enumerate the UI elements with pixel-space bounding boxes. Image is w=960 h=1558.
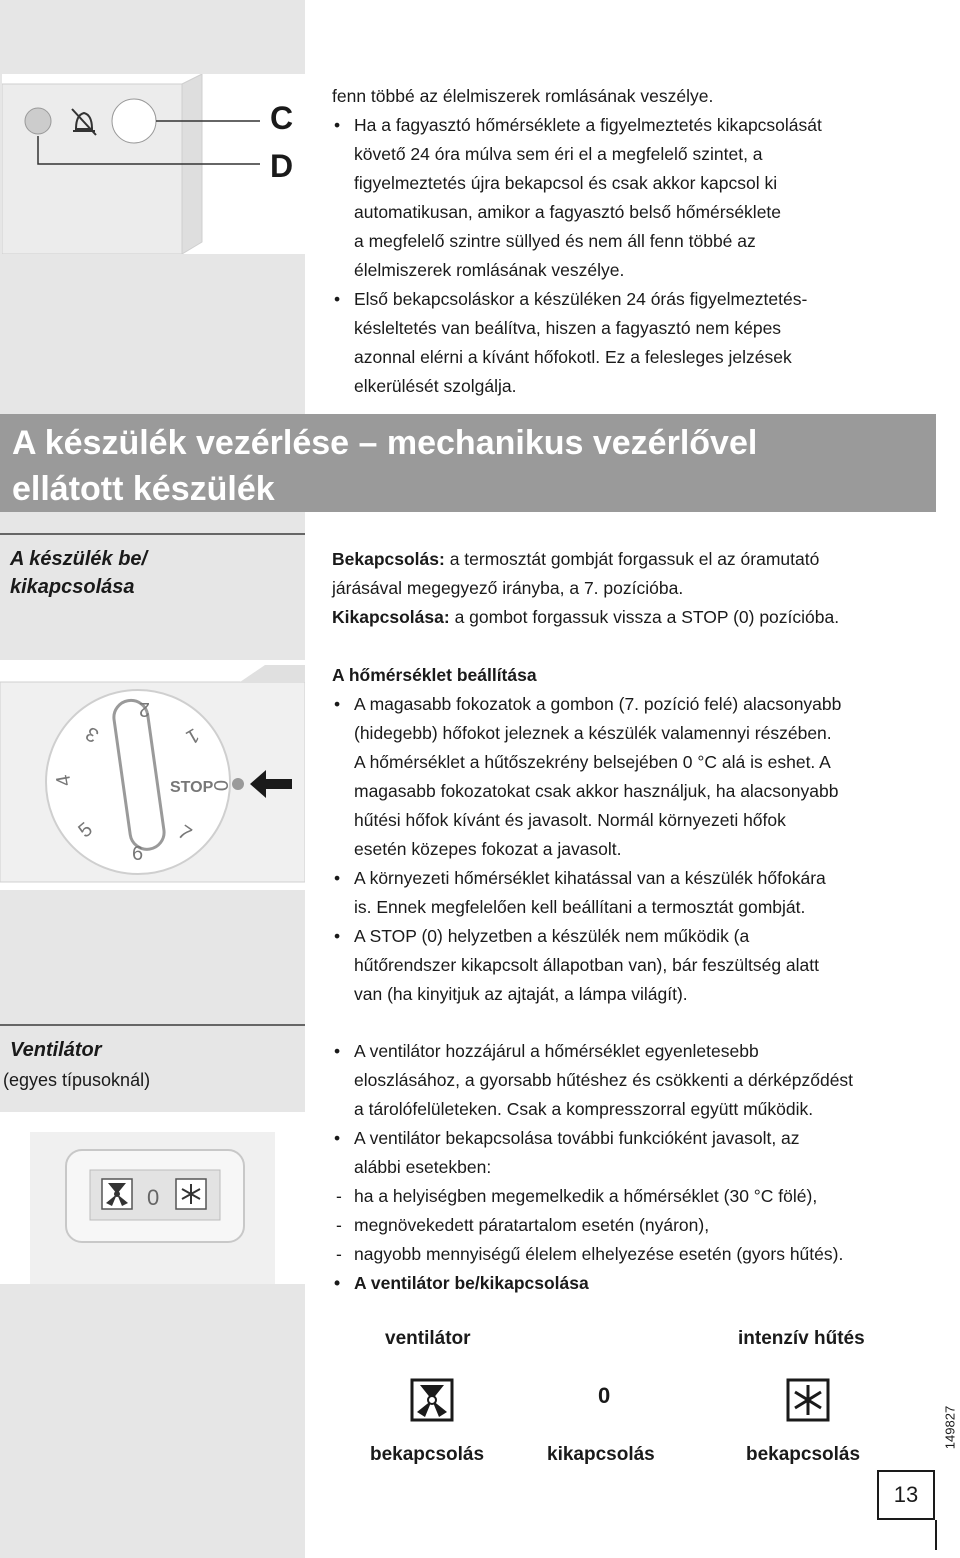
switch-zero-label: 0	[147, 1185, 160, 1210]
cd-control-panel	[2, 74, 305, 254]
thermostat-panel	[0, 660, 305, 890]
legend-zero: 0	[598, 1383, 611, 1408]
intro-text	[332, 82, 942, 401]
temperature-line: A hőmérséklet a hűtőszekrény belsejében 0 °C alá is eshet. A	[354, 752, 831, 772]
fan-switch-panel	[0, 1112, 305, 1284]
intro-line: figyelmeztetés újra bekapcsol és csak akkor kapcsol ki	[354, 173, 778, 193]
page-number-box	[877, 1470, 935, 1520]
fan-switch-drawing	[0, 1112, 305, 1284]
section-title-line-2: ellátott készülék	[12, 470, 275, 508]
legend-cool-state: bekapcsolás	[746, 1444, 861, 1465]
temperature-text	[332, 661, 942, 1009]
onoff-side-title	[10, 545, 147, 601]
dial-number-3: 3	[82, 721, 103, 747]
snowflake-icon	[176, 1179, 206, 1209]
ventilator-text	[332, 1037, 942, 1298]
ventilator-line: • A ventilátor bekapcsolása további funkcióként javasolt, az	[332, 1124, 942, 1153]
sidebar-rule-ventilator	[0, 1024, 305, 1026]
dial-number-6: 6	[132, 843, 144, 865]
temperature-line: • A STOP (0) helyzetben a készülék nem működik (a	[332, 922, 942, 951]
label-c: C	[270, 100, 294, 136]
temperature-line: esetén közepes fokozat a javasolt.	[354, 839, 622, 859]
on-label: Bekapcsolás:	[332, 549, 445, 569]
dial-zero-label: 0	[209, 780, 231, 792]
off-text: a gombot forgassuk vissza a STOP (0) pozícióba.	[449, 607, 840, 627]
ventilator-title: Ventilátor	[10, 1039, 102, 1061]
onoff-title-line-2: kikapcsolása	[10, 576, 135, 598]
thermostat-drawing	[0, 660, 305, 890]
intro-line: • Első bekapcsoláskor a készüléken 24 órás figyelmeztetés-	[332, 285, 942, 314]
intro-line: azonnal elérni a kívánt hőfokotl. Ez a felesleges jelzések	[354, 347, 792, 367]
off-label: Kikapcsolása:	[332, 607, 450, 627]
legend-snowflake-icon	[786, 1378, 830, 1422]
intro-line: fenn többé az élelmiszerek romlásának veszélye.	[332, 86, 714, 106]
ventilator-line: • A ventilátor be/kikapcsolása	[332, 1269, 942, 1298]
legend-fan-state: bekapcsolás	[370, 1444, 485, 1465]
position-marker	[232, 778, 244, 790]
on-text-1: a termosztát gombját forgassuk el az óramutató	[444, 549, 820, 569]
temperature-line: van (ha kinyitjuk az ajtaját, a lámpa világít).	[354, 984, 688, 1004]
intro-line: a megfelelő szintre süllyed és nem áll fenn többé az	[354, 231, 756, 251]
ventilator-line: - megnövekedett páratartalom esetén (nyáron),	[332, 1211, 942, 1240]
cd-panel-drawing	[2, 74, 305, 254]
intro-line: automatikusan, amikor a fagyasztó belső hőmérséklete	[354, 202, 782, 222]
legend-cool-title: intenzív hűtés	[738, 1328, 865, 1349]
fan-icon	[102, 1179, 132, 1209]
ventilator-line: alábbi esetekben:	[354, 1157, 492, 1177]
legend-fan-title: ventilátor	[385, 1328, 471, 1349]
temperature-line: (hidegebb) hőfokot jeleznek a készülék valamennyi részében.	[354, 723, 832, 743]
dial-number-5: 5	[74, 818, 97, 843]
ventilator-line: • A ventilátor hozzájárul a hőmérséklet egyenletesebb	[332, 1037, 942, 1066]
onoff-title-line-1: A készülék be/	[10, 548, 148, 570]
temperature-line: • A környezeti hőmérséklet kihatással van a készülék hőfokára	[332, 864, 942, 893]
ventilator-line: a tárolófelületeken. Csak a kompresszorral együtt működik.	[354, 1099, 814, 1119]
ventilator-line: - nagyobb mennyiségű élelem elhelyezése esetén (gyors hűtés).	[332, 1240, 942, 1269]
intro-line: követő 24 óra múlva sem éri el a megfelelő szintet, a	[354, 144, 763, 164]
dial-number-1: 1	[182, 723, 203, 749]
intro-line: • Ha a fagyasztó hőmérséklete a figyelmeztetés kikapcsolását	[332, 111, 942, 140]
section-header	[0, 414, 936, 512]
temperature-line: hűtési hőfok kívánt és javasolt. Normál környezeti hőfok	[354, 810, 786, 830]
alarm-off-button[interactable]	[112, 99, 156, 143]
intro-line: elkerülését szolgálja.	[354, 376, 517, 396]
legend-fan-icon	[410, 1378, 454, 1422]
ventilator-side-title	[10, 1036, 102, 1064]
temperature-line: magasabb fokozatokat csak akkor használjuk, ha alacsonyabb	[354, 781, 839, 801]
temperature-line: • A magasabb fokozatok a gombon (7. pozíció felé) alacsonyabb	[332, 690, 942, 719]
temperature-line: hűtőrendszer kikapcsolt állapotban van), bár feszültség alatt	[354, 955, 819, 975]
section-title-line-1: A készülék vezérlése – mechanikus vezérlővel	[12, 424, 758, 462]
dial-number-7: 7	[173, 821, 196, 846]
temperature-title: A hőmérséklet beállítása	[332, 665, 537, 685]
page-number: 13	[893, 1482, 919, 1507]
legend-zero-state: kikapcsolás	[547, 1444, 655, 1465]
ventilator-line: eloszlásához, a gyorsabb hűtéshez és csökkenti a dérképződést	[354, 1070, 854, 1090]
indicator-light	[25, 108, 51, 134]
ventilator-line: - ha a helyiségben megemelkedik a hőmérséklet (30 °C fölé),	[332, 1182, 942, 1211]
sidebar-rule-onoff	[0, 533, 305, 535]
ventilator-side-sub: (egyes típusoknál)	[3, 1070, 151, 1090]
intro-line: késleltetés van beálítva, hiszen a fagyasztó nem képes	[354, 318, 782, 338]
dial-stop-label: STOP	[170, 779, 214, 796]
temperature-line: is. Ennek megfelelően kell beállítani a termosztát gombját.	[354, 897, 806, 917]
label-d: D	[270, 148, 294, 184]
dial-number-2: 2	[138, 698, 150, 720]
intro-line: élelmiszerek romlásának veszélye.	[354, 260, 625, 280]
onoff-text	[332, 545, 942, 632]
page-number-rule	[935, 1520, 937, 1550]
on-text-2: járásával megegyező irányba, a 7. pozícióba.	[332, 578, 684, 598]
dial-number-4: 4	[52, 773, 76, 788]
doc-code: 149827	[942, 1405, 958, 1450]
